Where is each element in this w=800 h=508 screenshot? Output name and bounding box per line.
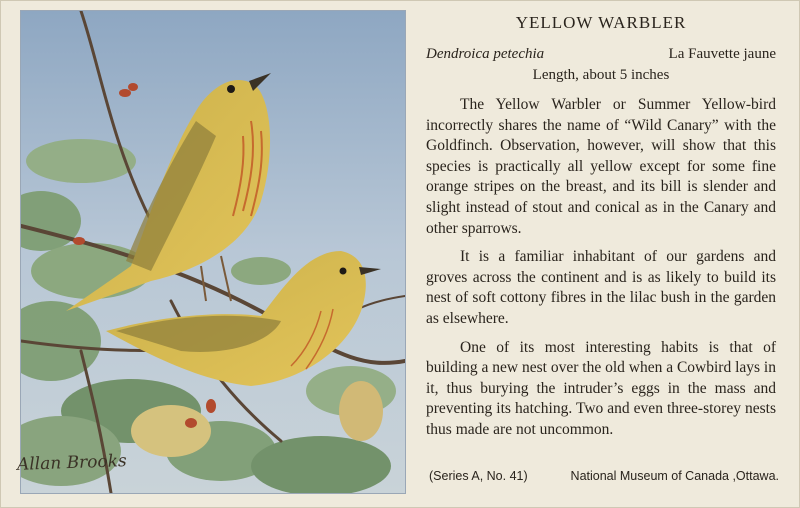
scientific-name: Dendroica petechia (426, 46, 545, 62)
paragraph-1: The Yellow Warbler or Summer Yellow-bird incorrectly shares the name of “Wild Canary” with the Goldfinch. Observation, however, will show that this species is practically all yellow except for some fine orange stripes on the breast, and its bill is slender and slight instead of stout and conical as in the Canary and other sparrows. (426, 96, 776, 237)
warbler-painting (21, 11, 405, 493)
paragraph-3: One of its most interesting habits is that of building a new nest over the old when a Cowbird lays in it, thus burying the intruder’s eggs in the mass and preventing its hatching. Two and even three-storey nests thus made are not uncommon. (426, 338, 776, 438)
species-title: YELLOW WARBLER (515, 13, 687, 32)
description-panel (426, 13, 776, 449)
publisher-label: National Museum of Canada ,Ottawa. (570, 469, 779, 483)
footer (429, 469, 779, 483)
names-row (426, 45, 776, 63)
artist-signature: Allan Brooks (16, 451, 128, 475)
french-name: La Fauvette jaune (668, 46, 776, 62)
bird-illustration (20, 10, 406, 494)
length-note: Length, about 5 inches (532, 67, 670, 83)
series-label: (Series A, No. 41) (429, 469, 528, 483)
paragraph-2: It is a familiar inhabitant of our gardens and groves across the continent and is as likely to build its nest of soft cottony fibres in the lilac bush in the garden as elsewhere. (426, 248, 776, 327)
